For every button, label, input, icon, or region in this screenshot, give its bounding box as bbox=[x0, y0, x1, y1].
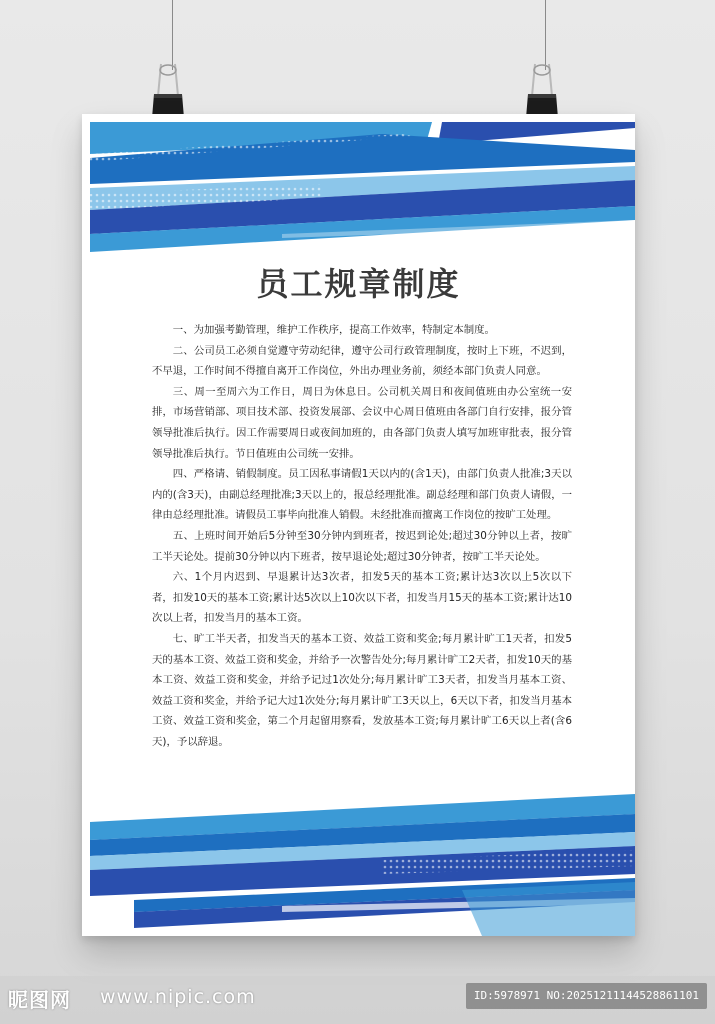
rule-paragraph: 一、为加强考勤管理，维护工作秩序，提高工作效率，特制定本制度。 bbox=[172, 324, 495, 336]
rule-paragraph: 五、上班时间开始后5分钟至30分钟内到班者，按迟到论处;超过30分钟以上者，按旷工半天论处。提前30分钟以内下班者，按早退论处;超过30分钟者，按旷工半天论处。 bbox=[152, 529, 572, 563]
watermark-logo: 昵图网 bbox=[8, 988, 71, 1012]
binder-clip-right-icon bbox=[524, 62, 560, 122]
rule-paragraph: 三、周一至周六为工作日，周日为休息日。公司机关周日和夜间值班由办公室统一安排，市场营销部、项目技术部、投资发展部、会议中心周日值班由各部门自行安排，报分管领导批准后执行。因工作需要周日或夜间加班的，由各部门负责人填写加班审批表，报分管领导批准后执行。节日值班由公司统一安排。 bbox=[152, 385, 572, 460]
hanging-wire-left bbox=[172, 0, 173, 70]
bottom-stripe-decoration bbox=[82, 786, 635, 936]
binder-clip-left-icon bbox=[150, 62, 186, 122]
hanging-wire-right bbox=[545, 0, 546, 70]
rule-paragraph: 四、严格请、销假制度。员工因私事请假1天以内的(含1天)，由部门负责人批准;3天以内的(含3天)，由副总经理批准;3天以上的，报总经理批准。副总经理和部门负责人请假，一律由总经理批准。请假员工事毕向批准人销假。未经批准而擅离工作岗位的按旷工处理。 bbox=[152, 468, 572, 522]
document-title: 员工规章制度 bbox=[256, 265, 461, 303]
watermark-site: www.nipic.com bbox=[100, 986, 256, 1008]
top-stripe-decoration bbox=[82, 114, 635, 264]
watermark-id: ID:5978971 NO:20251211144528861101 bbox=[466, 983, 707, 1009]
rule-paragraph: 二、公司员工必须自觉遵守劳动纪律，遵守公司行政管理制度，按时上下班，不迟到，不早退，工作时间不得擅自离开工作岗位，外出办理业务前，须经本部门负责人同意。 bbox=[152, 344, 572, 378]
rule-paragraph: 六、1个月内迟到、早退累计达3次者，扣发5天的基本工资;累计达3次以上5次以下者，扣发10天的基本工资;累计达5次以上10次以下者，扣发当月15天的基本工资;累计达10次以上者，扣发当月的基本工资。 bbox=[152, 571, 572, 625]
poster-sheet bbox=[82, 114, 635, 936]
document-body bbox=[152, 320, 572, 752]
rule-paragraph: 七、旷工半天者，扣发当天的基本工资、效益工资和奖金;每月累计旷工1天者，扣发5天的基本工资、效益工资和奖金，并给予一次警告处分;每月累计旷工2天者，扣发10天的基本工资、效益工资和奖金，并给予记过1次处分;每月累计旷工3天者，扣发当月基本工资、效益工资和奖金，并给予记大过1次处分;每月累计旷工3天以上，6天以下者，扣发当月基本工资、效益工资和奖金，第二个月起留用察看，发放基本工资;每月累计旷工6天以上者(含6天)，予以辞退。 bbox=[152, 632, 572, 748]
